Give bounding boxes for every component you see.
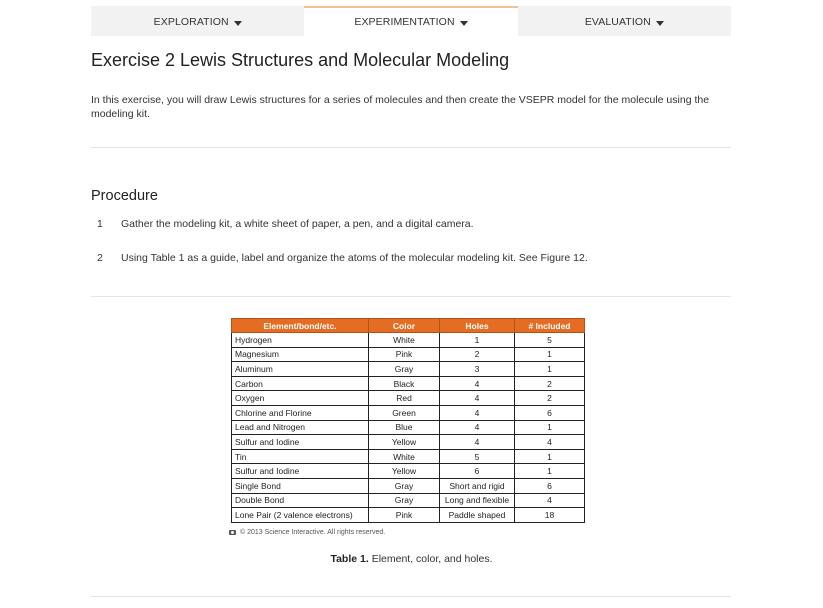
page-title: Exercise 2 Lewis Structures and Molecular Modeling <box>91 50 510 70</box>
table-row <box>232 391 585 406</box>
table-row <box>232 464 585 479</box>
table-cell: 4 <box>515 435 585 450</box>
table-cell: 5 <box>440 449 515 464</box>
table-cell: 6 <box>515 405 585 420</box>
table-cell: Pink <box>369 508 440 523</box>
column-header: Element/bond/etc. <box>232 319 369 333</box>
column-header: Color <box>369 319 440 333</box>
table-cell: Gray <box>369 493 440 508</box>
table-cell: 4 <box>440 376 515 391</box>
table-caption <box>0 553 823 565</box>
table-cell: 4 <box>440 405 515 420</box>
caption-label: Table 1. <box>330 553 369 565</box>
table-cell: 3 <box>440 362 515 377</box>
table-row <box>232 449 585 464</box>
table-cell: 4 <box>440 420 515 435</box>
table-cell: Hydrogen <box>232 333 369 348</box>
table-cell: 1 <box>440 333 515 348</box>
step-text: Gather the modeling kit, a white sheet of paper, a pen, and a digital camera. <box>121 218 474 230</box>
table-cell: Oxygen <box>232 391 369 406</box>
table-row <box>232 333 585 348</box>
table-row <box>232 478 585 493</box>
table-cell: White <box>369 449 440 464</box>
table-cell: Tin <box>232 449 369 464</box>
table-cell: Lone Pair (2 valence electrons) <box>232 508 369 523</box>
table-cell: 1 <box>515 449 585 464</box>
table-cell: Magnesium <box>232 347 369 362</box>
procedure-heading: Procedure <box>91 188 158 204</box>
tab-exploration[interactable] <box>91 6 304 36</box>
tab-label: EVALUATION <box>584 16 651 28</box>
section-tabs <box>91 6 731 36</box>
table-cell: 6 <box>515 478 585 493</box>
table-cell: 1 <box>515 347 585 362</box>
table-cell: 1 <box>515 464 585 479</box>
table-cell: Short and rigid <box>440 478 515 493</box>
table-cell: 4 <box>440 435 515 450</box>
table-figure <box>231 318 585 523</box>
step-number: 1 <box>97 218 103 230</box>
table-cell: Long and flexible <box>440 493 515 508</box>
table-cell: 4 <box>440 391 515 406</box>
table-cell: 2 <box>440 347 515 362</box>
table-row <box>232 362 585 377</box>
table-cell: Black <box>369 376 440 391</box>
table-cell: Carbon <box>232 376 369 391</box>
tab-label: EXPLORATION <box>153 16 229 28</box>
camera-icon <box>229 530 236 535</box>
caret-down-icon <box>656 21 664 26</box>
table-cell: 1 <box>515 420 585 435</box>
table-cell: Lead and Nitrogen <box>232 420 369 435</box>
image-credit <box>229 529 385 536</box>
caret-down-icon <box>234 21 242 26</box>
table-cell: Chlorine and Florine <box>232 405 369 420</box>
divider <box>91 147 731 148</box>
element-table <box>231 318 585 523</box>
table-row <box>232 508 585 523</box>
divider <box>91 296 731 297</box>
table-cell: Red <box>369 391 440 406</box>
credit-text: © 2013 Science Interactive. All rights reserved. <box>240 529 386 536</box>
table-cell: 5 <box>515 333 585 348</box>
table-row <box>232 435 585 450</box>
table-cell: Aluminum <box>232 362 369 377</box>
table-cell: Paddle shaped <box>440 508 515 523</box>
intro-text: In this exercise, you will draw Lewis structures for a series of molecules and then create the VSEPR model for the molecule using the modeling kit. <box>91 94 710 120</box>
table-cell: Blue <box>369 420 440 435</box>
table-row <box>232 420 585 435</box>
caption-text: Element, color, and holes. <box>368 553 493 565</box>
table-row <box>232 493 585 508</box>
table-cell: Gray <box>369 362 440 377</box>
table-cell: White <box>369 333 440 348</box>
step-number: 2 <box>97 252 103 264</box>
divider <box>91 596 731 597</box>
step-text: Using Table 1 as a guide, label and organize the atoms of the molecular modeling kit. See Figure 12. <box>121 252 588 264</box>
tab-evaluation[interactable] <box>518 6 731 36</box>
table-cell: Sulfur and Iodine <box>232 435 369 450</box>
table-row <box>232 347 585 362</box>
table-cell: Double Bond <box>232 493 369 508</box>
procedure-step <box>91 252 588 264</box>
table-row <box>232 376 585 391</box>
tab-experimentation[interactable] <box>304 6 517 36</box>
tab-label: EXPERIMENTATION <box>354 16 455 28</box>
table-cell: Yellow <box>369 435 440 450</box>
procedure-step <box>91 218 474 230</box>
column-header: # Included <box>515 319 585 333</box>
caret-down-icon <box>460 21 468 26</box>
table-cell: 18 <box>515 508 585 523</box>
table-cell: Yellow <box>369 464 440 479</box>
table-cell: Pink <box>369 347 440 362</box>
table-cell: 2 <box>515 391 585 406</box>
table-header-row <box>232 319 585 333</box>
table-cell: 6 <box>440 464 515 479</box>
table-cell: 4 <box>515 493 585 508</box>
table-cell: Gray <box>369 478 440 493</box>
table-row <box>232 405 585 420</box>
column-header: Holes <box>440 319 515 333</box>
table-cell: Sulfur and Iodine <box>232 464 369 479</box>
table-cell: 1 <box>515 362 585 377</box>
table-cell: 2 <box>515 376 585 391</box>
table-cell: Green <box>369 405 440 420</box>
table-cell: Single Bond <box>232 478 369 493</box>
